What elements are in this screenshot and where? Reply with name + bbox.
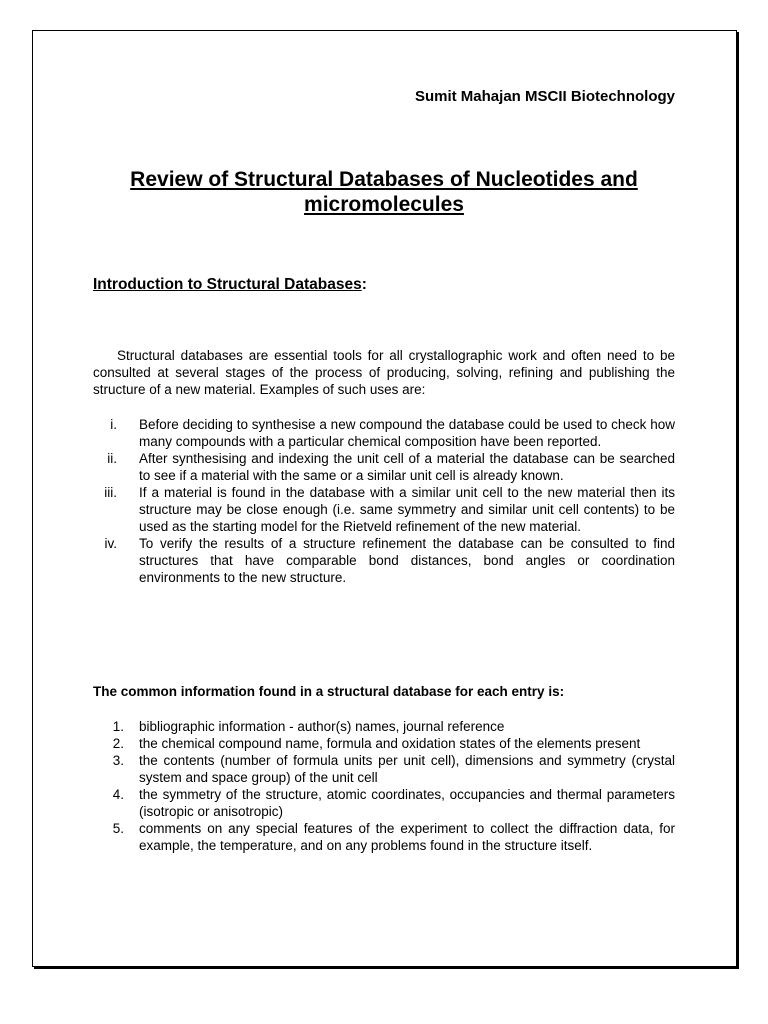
list-item-text: the contents (number of formula units per unit cell), dimensions and symmetry (crystal system and space group) of the unit cell bbox=[139, 753, 675, 785]
list-item-text: After synthesising and indexing the unit cell of a material the database can be searched to see if a material with the same or a similar unit cell is already known. bbox=[139, 451, 675, 483]
list-item bbox=[93, 450, 675, 484]
list-item-text: Before deciding to synthesise a new compound the database could be used to check how many compounds with a particular chemical composition have been reported. bbox=[139, 417, 675, 449]
list-item-text: To verify the results of a structure refinement the database can be consulted to find structures that have comparable bond distances, bond angles or coordination environments to the new structure. bbox=[139, 536, 675, 585]
list-item bbox=[93, 416, 675, 450]
intro-paragraph: Structural databases are essential tools for all crystallographic work and often need to be consulted at several stages of the process of producing, solving, refining and publishing the structure of a new material. Examples of such uses are: bbox=[93, 348, 675, 397]
list-marker: ii. bbox=[107, 451, 117, 466]
list-item bbox=[93, 820, 675, 854]
list-item bbox=[93, 752, 675, 786]
author-line: Sumit Mahajan MSCII Biotechnology bbox=[414, 88, 675, 105]
list-marker: 1. bbox=[112, 719, 124, 734]
list-marker: 3. bbox=[112, 753, 124, 768]
list-marker: 5. bbox=[112, 821, 124, 836]
intro-heading-colon: : bbox=[361, 276, 367, 293]
list-item bbox=[93, 535, 675, 586]
common-info-heading: The common information found in a structural database for each entry is: bbox=[93, 684, 565, 699]
list-item-text: If a material is found in the database with a similar unit cell to the new material then its structure may be close enough (i.e. same symmetry and similar unit cell contents) to be used as the starting model for the Rietveld refinement of the new material. bbox=[139, 485, 675, 534]
list-item-text: comments on any special features of the experiment to collect the diffraction data, for example, the temperature, and on any problems found in the structure itself. bbox=[139, 821, 675, 853]
common-info-list bbox=[93, 718, 675, 854]
list-marker: iv. bbox=[104, 536, 117, 551]
list-marker: i. bbox=[110, 417, 117, 432]
intro-heading-text: Introduction to Structural Databases bbox=[93, 276, 362, 293]
list-item bbox=[93, 786, 675, 820]
list-item bbox=[93, 484, 675, 535]
intro-heading bbox=[93, 276, 367, 294]
list-item bbox=[93, 718, 675, 735]
list-item-text: the chemical compound name, formula and oxidation states of the elements present bbox=[139, 736, 641, 751]
list-marker: 4. bbox=[112, 787, 124, 802]
list-marker: 2. bbox=[112, 736, 124, 751]
document-title: Review of Structural Databases of Nucleotides and micromolecules bbox=[130, 168, 638, 216]
list-marker: iii. bbox=[104, 485, 117, 500]
uses-list bbox=[93, 416, 675, 586]
list-item-text: bibliographic information - author(s) names, journal reference bbox=[139, 719, 505, 734]
list-item-text: the symmetry of the structure, atomic coordinates, occupancies and thermal parameters (isotropic or anisotropic) bbox=[139, 787, 675, 819]
list-item bbox=[93, 735, 675, 752]
